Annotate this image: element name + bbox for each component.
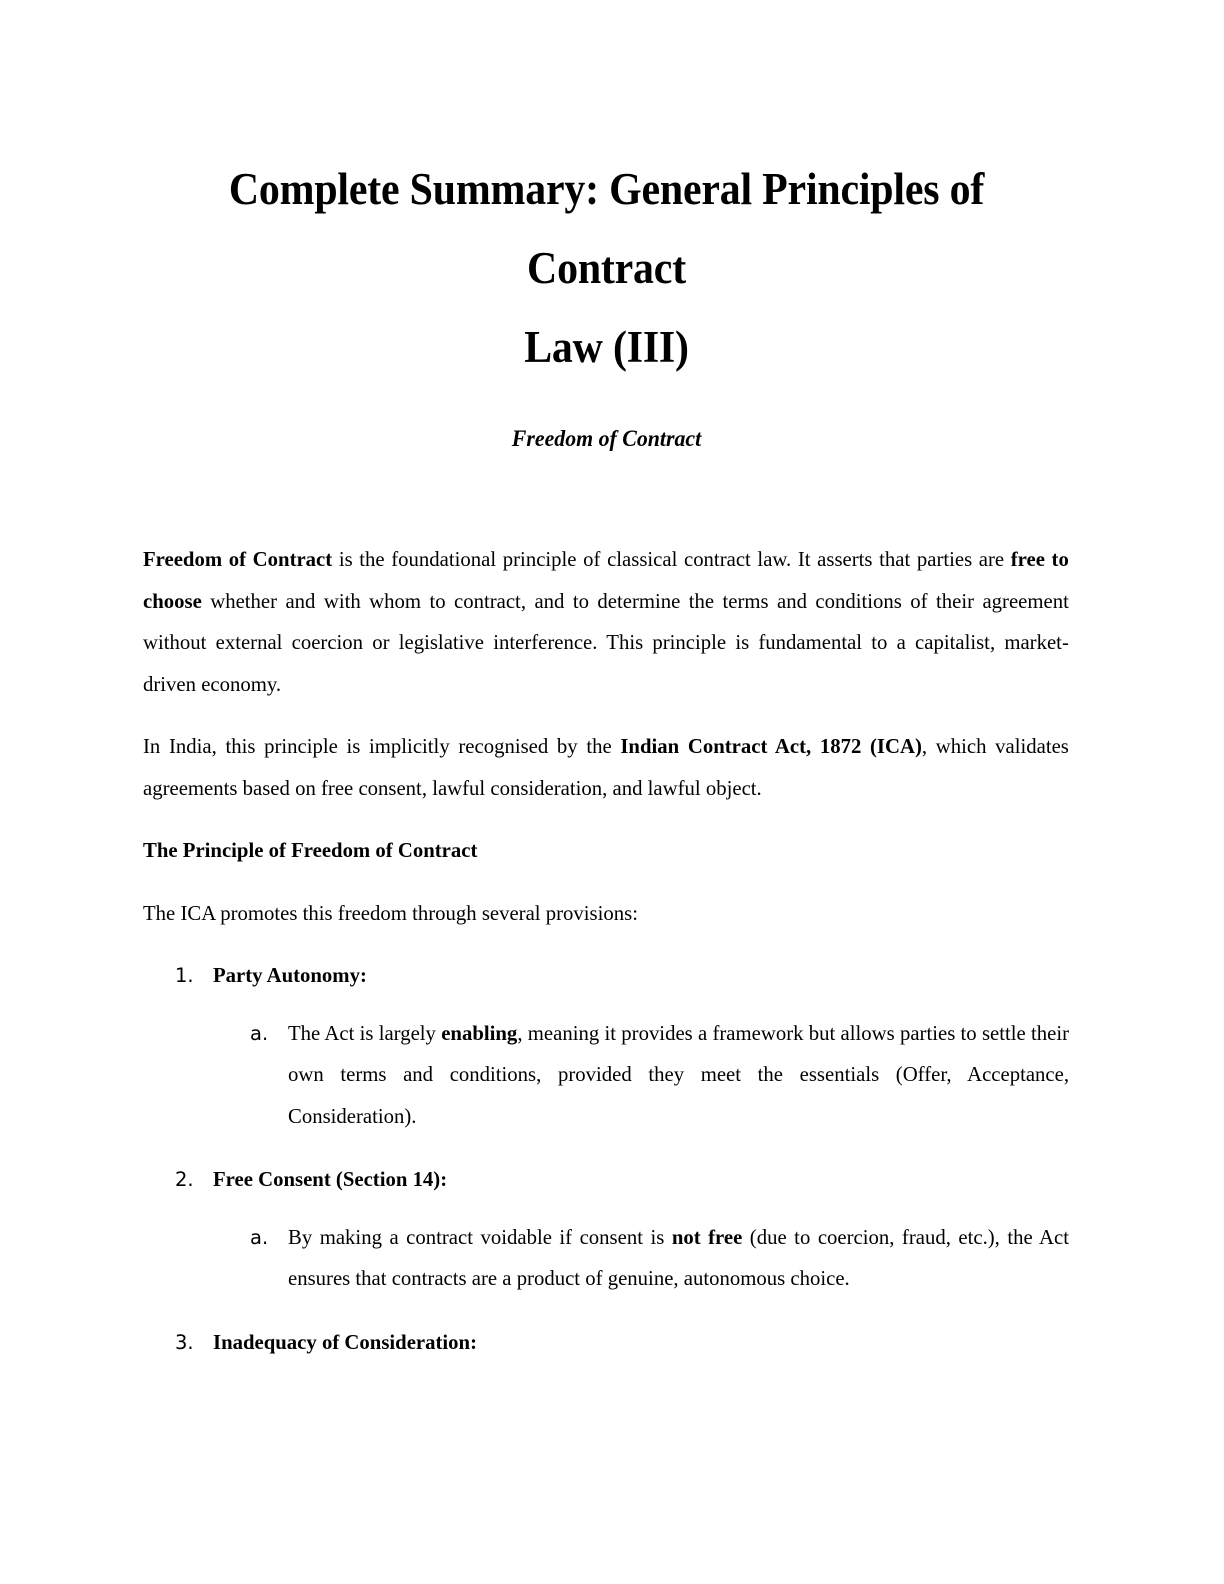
paragraph-2-text-a: In India, this principle is implicitly recognised by the bbox=[143, 734, 621, 758]
sub-list-marker: a. bbox=[250, 1225, 269, 1249]
paragraph-2-bold-1: Indian Contract Act, 1872 (ICA) bbox=[620, 734, 922, 758]
paragraph-2 bbox=[143, 726, 1069, 809]
page-subtitle: Freedom of Contract bbox=[511, 426, 702, 451]
list-marker: 3. bbox=[175, 1330, 194, 1354]
sub-list-bold-1: not free bbox=[671, 1224, 743, 1249]
sub-list-item bbox=[213, 1013, 1070, 1138]
list-item-title: Free Consent (Section 14): bbox=[213, 1167, 448, 1191]
sub-list bbox=[213, 1013, 1070, 1138]
subtitle-spacer bbox=[143, 387, 1070, 422]
paragraph-1-text-a: is the foundational principle of classical contract law. It asserts that parties are bbox=[332, 547, 1011, 571]
page-title bbox=[175, 150, 1037, 387]
paragraph-1 bbox=[143, 539, 1069, 705]
list-item bbox=[143, 955, 1070, 1137]
paragraph-1-lead-bold: Freedom of Contract bbox=[143, 547, 333, 571]
sub-list bbox=[213, 1217, 1070, 1300]
list-marker: 1. bbox=[175, 964, 194, 987]
list-item bbox=[143, 1159, 1070, 1300]
document-content bbox=[143, 0, 1070, 1385]
provisions-list bbox=[143, 955, 1070, 1363]
list-item-title: Party Autonomy: bbox=[213, 963, 367, 987]
sub-list-text-a: By making a contract voidable if consent is bbox=[288, 1224, 672, 1249]
top-spacer bbox=[143, 0, 1070, 150]
sub-list-text-a: The Act is largely bbox=[288, 1020, 442, 1045]
section-heading-principle: The Principle of Freedom of Contract bbox=[143, 838, 478, 862]
sub-list-text-b: , meaning it provides a framework but allows parties to settle their own terms and conditions, provided they meet the essentials (Offer, Acceptance, Consideration). bbox=[288, 1020, 1070, 1128]
sub-list-item bbox=[213, 1217, 1070, 1300]
paragraph-1-bold-2: free to choose bbox=[143, 547, 1069, 613]
sub-list-bold-1: enabling bbox=[441, 1020, 518, 1045]
list-item-title: Inadequacy of Consideration: bbox=[213, 1329, 477, 1354]
list-item bbox=[143, 1322, 1070, 1364]
sub-list-item-text bbox=[288, 1217, 1069, 1300]
paragraph-1-text-b: whether and with whom to contract, and to determine the terms and conditions of their agreement without external coercion or legislative interference. This principle is fundamental to a capitalist, market-driven economy. bbox=[143, 588, 1069, 696]
sub-list-item-text bbox=[288, 1013, 1069, 1138]
sub-list-text-b: (due to coercion, fraud, etc.), the Act ensures that contracts are a product of genuine, autonomous choice. bbox=[288, 1224, 1070, 1290]
document-body bbox=[143, 456, 1070, 1363]
list-marker: 2. bbox=[175, 1168, 194, 1191]
paragraph-2-text-b: , which validates agreements based on free consent, lawful consideration, and lawful object. bbox=[143, 734, 1069, 800]
page-title-line-1: Complete Summary: General Principles of Contract bbox=[228, 164, 985, 293]
sub-list-marker: a. bbox=[250, 1021, 269, 1045]
list-intro-line: The ICA promotes this freedom through several provisions: bbox=[143, 900, 638, 925]
page-title-line-2: Law (III) bbox=[524, 322, 689, 372]
